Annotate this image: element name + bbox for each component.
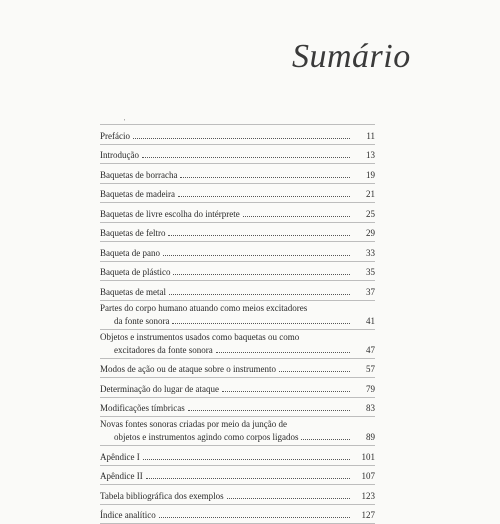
toc-page-number: 47 xyxy=(353,345,375,355)
dot-leader xyxy=(180,177,350,178)
dot-leader xyxy=(163,255,350,256)
toc-page-number: 13 xyxy=(353,150,375,160)
dot-leader xyxy=(178,196,350,197)
toc-entry-title: Baqueta de plástico xyxy=(100,267,170,277)
toc-entry-title: Índice analítico xyxy=(100,510,156,520)
toc-entry[interactable] xyxy=(100,301,375,330)
toc-page-number: 107 xyxy=(353,471,375,481)
toc-page-number: 123 xyxy=(353,491,375,501)
toc-entry-title-continued: objetos e instrumentos agindo como corpos ligados xyxy=(114,432,298,442)
dot-leader xyxy=(172,323,350,324)
toc-entry[interactable] xyxy=(100,145,375,165)
stray-mark: ' xyxy=(124,118,125,126)
toc-entry-title: Apêndice II xyxy=(100,471,143,481)
dot-leader xyxy=(216,352,350,353)
dot-leader xyxy=(188,410,350,411)
toc-entry[interactable] xyxy=(100,466,375,486)
toc-entry[interactable] xyxy=(100,124,375,145)
dot-leader xyxy=(146,478,350,479)
dot-leader xyxy=(173,274,350,275)
toc-entry-title: Baqueta de pano xyxy=(100,248,160,258)
dot-leader xyxy=(279,371,350,372)
dot-leader xyxy=(159,517,350,518)
toc-page-number: 37 xyxy=(353,287,375,297)
toc-entry[interactable] xyxy=(100,203,375,223)
toc-entry[interactable] xyxy=(100,281,375,301)
toc-entry-title: Baquetas de madeira xyxy=(100,189,175,199)
toc-entry-title: Objetos e instrumentos usados como baquetas ou como xyxy=(100,332,299,342)
toc-entry[interactable] xyxy=(100,184,375,204)
toc-page-number: 57 xyxy=(353,364,375,374)
toc-entry[interactable] xyxy=(100,330,375,359)
toc-page-number: 35 xyxy=(353,267,375,277)
toc-entry[interactable] xyxy=(100,262,375,282)
toc-entry-title: Baquetas de feltro xyxy=(100,228,165,238)
dot-leader xyxy=(222,391,350,392)
dot-leader xyxy=(143,459,350,460)
dot-leader xyxy=(168,235,350,236)
toc-page-number: 11 xyxy=(353,131,375,141)
toc-entry[interactable] xyxy=(100,378,375,398)
toc-entry[interactable] xyxy=(100,359,375,379)
toc-page-number: 101 xyxy=(353,452,375,462)
page-title: Sumário xyxy=(292,38,411,76)
toc-entry-title: Determinação do lugar de ataque xyxy=(100,384,219,394)
toc-entry-title: Modos de ação ou de ataque sobre o instrumento xyxy=(100,364,276,374)
toc-entry-title-continued: da fonte sonora xyxy=(114,316,169,326)
toc-entry[interactable] xyxy=(100,417,375,446)
toc-page-number: 83 xyxy=(353,403,375,413)
toc-page-number: 29 xyxy=(353,228,375,238)
toc-entry[interactable] xyxy=(100,164,375,184)
toc-entry-title: Modificações tímbricas xyxy=(100,403,185,413)
toc-entry-title: Baquetas de metal xyxy=(100,287,166,297)
dot-leader xyxy=(142,157,350,158)
toc-entry[interactable] xyxy=(100,446,375,466)
dot-leader xyxy=(227,498,350,499)
toc-entry-title: Novas fontes sonoras criadas por meio da junção de xyxy=(100,419,287,429)
toc-entry[interactable] xyxy=(100,398,375,418)
dot-leader xyxy=(301,439,350,440)
table-of-contents xyxy=(100,124,375,524)
dot-leader xyxy=(133,138,350,139)
toc-page-number: 127 xyxy=(353,510,375,520)
toc-entry-title: Prefácio xyxy=(100,131,130,141)
toc-page-number: 19 xyxy=(353,170,375,180)
toc-page-number: 89 xyxy=(353,432,375,442)
toc-page-number: 25 xyxy=(353,209,375,219)
toc-entry-title: Partes do corpo humano atuando como meios excitadores xyxy=(100,303,307,313)
toc-entry[interactable] xyxy=(100,485,375,505)
toc-page-number: 33 xyxy=(353,248,375,258)
toc-entry-title: Baquetas de livre escolha do intérprete xyxy=(100,209,240,219)
toc-page-number: 79 xyxy=(353,384,375,394)
toc-entry[interactable] xyxy=(100,505,375,524)
toc-entry-title: Tabela bibliográfica dos exemplos xyxy=(100,491,224,501)
toc-entry-title: Apêndice I xyxy=(100,452,140,462)
toc-entry[interactable] xyxy=(100,223,375,243)
toc-entry[interactable] xyxy=(100,242,375,262)
dot-leader xyxy=(243,216,350,217)
toc-entry-title: Introdução xyxy=(100,150,139,160)
toc-page-number: 41 xyxy=(353,316,375,326)
toc-entry-title: Baquetas de borracha xyxy=(100,170,177,180)
toc-page-number: 21 xyxy=(353,189,375,199)
toc-entry-title-continued: excitadores da fonte sonora xyxy=(114,345,213,355)
dot-leader xyxy=(169,294,350,295)
